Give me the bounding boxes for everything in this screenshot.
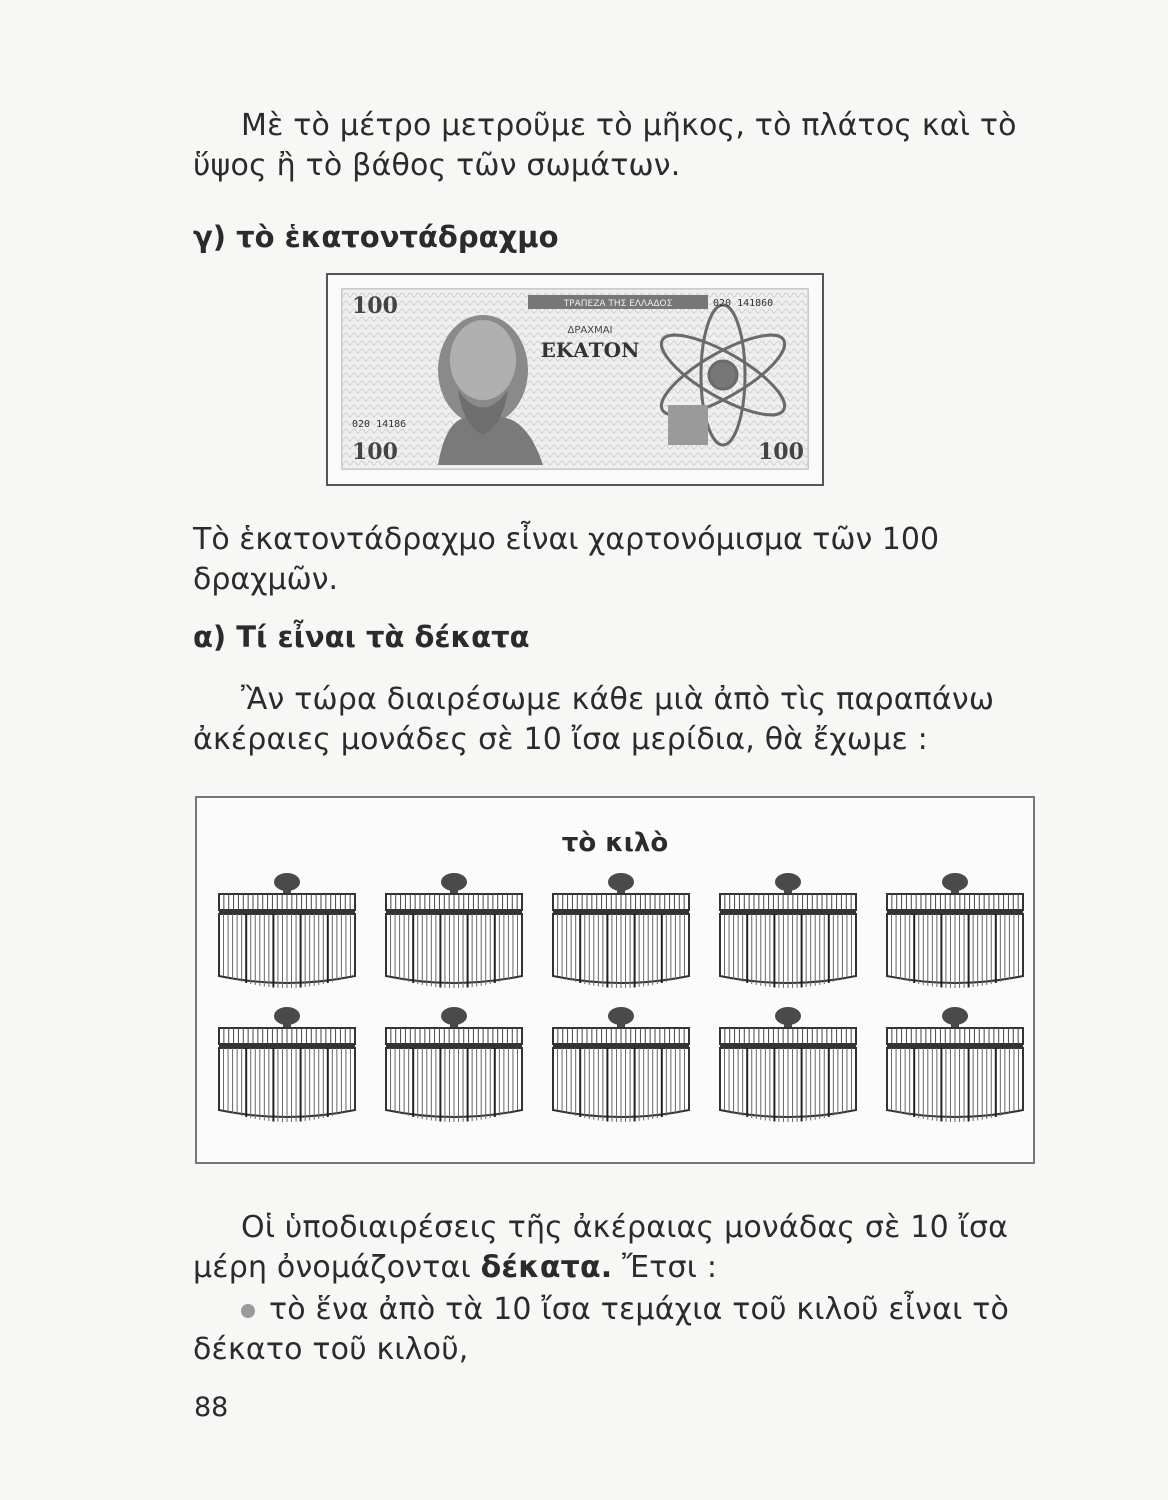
definition-tail: Ἔτσι : — [612, 1250, 718, 1285]
jar-icon — [386, 873, 522, 988]
amount-word: ΕΚΑΤΟΝ — [540, 338, 640, 362]
jar-icon — [887, 1007, 1023, 1122]
currency-text: ΔΡΑΧΜΑΙ — [567, 325, 613, 336]
jar-icon — [720, 1007, 856, 1122]
figure-label: τὸ κιλὸ — [561, 828, 669, 858]
banknote-caption: Τὸ ἑκατοντάδραχμο εἶναι χαρτονόμισμα τῶν 100 δραχμῶν. — [193, 522, 940, 597]
banknote-drawing — [328, 275, 822, 484]
serial-left: 020 14186 — [352, 419, 407, 430]
banknote-illustration — [326, 273, 824, 486]
jar-icon — [553, 873, 689, 988]
jar-icon — [219, 873, 355, 988]
bullet-dot-icon — [241, 1304, 255, 1318]
kilo-tenths-figure — [195, 796, 1035, 1164]
intro-paragraph: Μὲ τὸ μέτρο μετροῦμε τὸ μῆκος, τὸ πλάτος καὶ τὸ ὕψος ἢ τὸ βάθος τῶν σωμάτων. — [193, 108, 1017, 183]
jars-drawing — [197, 798, 1033, 1162]
denomination-top-left: 100 — [352, 293, 398, 319]
serial-top: 020 141860 — [713, 298, 774, 309]
section-heading-alpha: α) Τί εἶναι τὰ δέκατα — [193, 620, 530, 654]
divide-paragraph: Ἂν τώρα διαιρέσωμε κάθε μιὰ ἀπὸ τὶς παραπάνω ἀκέραιες μονάδες σὲ 10 ἴσα μερίδια, θὰ ἔχωμε : — [193, 682, 995, 757]
section-heading-gamma: γ) τὸ ἑκατοντάδραχμο — [193, 220, 559, 254]
denomination-bottom-left: 100 — [352, 439, 398, 465]
jar-icon — [553, 1007, 689, 1122]
bank-name: ΤΡΑΠΕΖΑ ΤΗΣ ΕΛΛΑΔΟΣ — [563, 299, 673, 309]
definition-text: Οἱ ὑποδιαιρέσεις τῆς ἀκέραιας μονάδας σὲ 10 ἴσα μέρη ὀνομάζονται — [193, 1210, 1009, 1285]
definition-paragraph — [193, 1208, 1043, 1288]
page-number: 88 — [194, 1392, 229, 1423]
jar-icon — [720, 873, 856, 988]
jar-icon — [219, 1007, 355, 1122]
jar-icon — [386, 1007, 522, 1122]
bullet-text: τὸ ἕνα ἀπὸ τὰ 10 ἴσα τεμάχια τοῦ κιλοῦ εἶναι τὸ δέκατο τοῦ κιλοῦ, — [193, 1292, 1010, 1367]
jar-icon — [887, 873, 1023, 988]
denomination-bottom-right: 100 — [758, 439, 804, 465]
bullet-paragraph — [193, 1290, 1043, 1370]
definition-term: δέκατα. — [480, 1250, 613, 1285]
